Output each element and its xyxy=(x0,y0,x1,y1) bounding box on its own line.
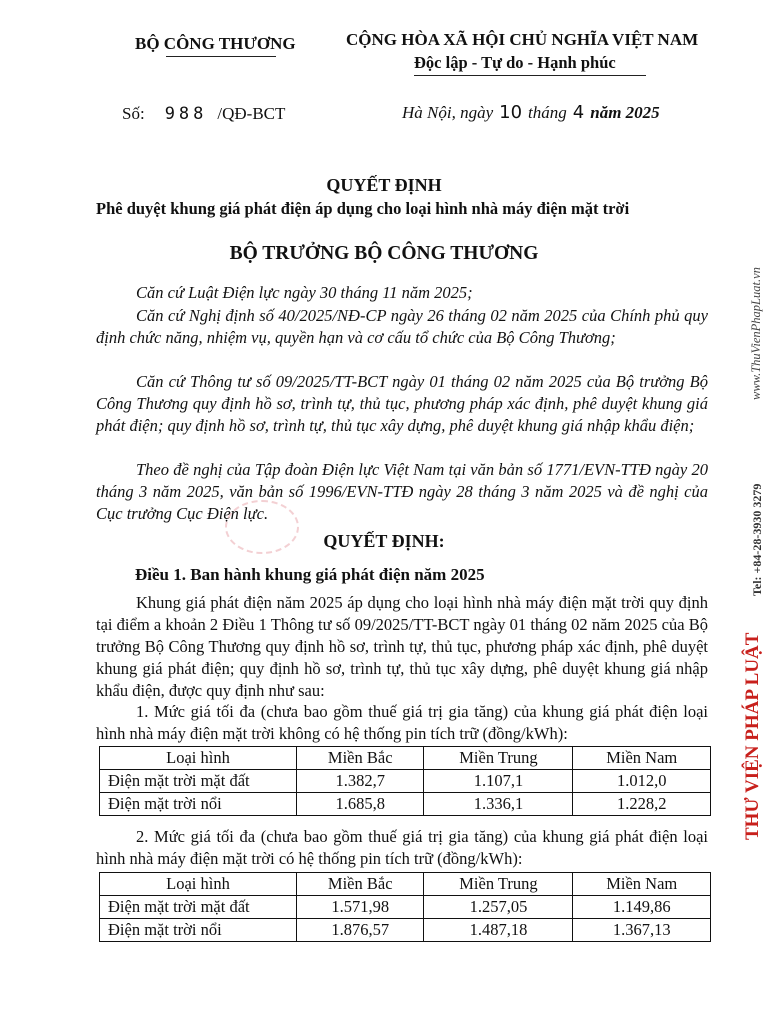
table-header-cell: Miền Bắc xyxy=(297,747,424,770)
date-year: năm 2025 xyxy=(590,103,660,122)
issue-date xyxy=(402,102,660,123)
table-header-cell: Miền Nam xyxy=(573,873,711,896)
watermark-brand: THƯ VIỆN PHÁP LUẬT xyxy=(742,632,763,840)
table-cell: 1.228,2 xyxy=(573,793,711,816)
doc-number-prefix: Số: xyxy=(122,104,145,123)
table-header-cell: Miền Trung xyxy=(424,873,573,896)
doc-number-suffix: /QĐ-BCT xyxy=(217,104,286,123)
ministry-underline xyxy=(166,56,276,57)
doc-number-value: 988 xyxy=(164,104,208,124)
table-header-cell: Loại hình xyxy=(100,873,297,896)
table-row xyxy=(100,896,711,919)
date-month: 4 xyxy=(572,102,585,123)
table-header-row xyxy=(100,873,711,896)
table-cell: Điện mặt trời nổi xyxy=(100,919,297,942)
decision-title: QUYẾT ĐỊNH xyxy=(326,175,442,195)
watermark-tel: Tel: +84-28-3930 3279 xyxy=(750,483,764,596)
watermark-site: www.ThuVienPhapLuat.vn xyxy=(749,267,763,400)
table-row xyxy=(100,793,711,816)
article-1-item-1: 1. Mức giá tối đa (chưa bao gồm thuế giá trị gia tăng) của khung giá phát điện loại hình nhà máy điện mặt trời không có hệ thống pin tích trữ (đồng/kWh): xyxy=(96,702,708,743)
table-cell: 1.107,1 xyxy=(424,770,573,793)
price-table-with-storage xyxy=(99,872,711,942)
table-header-row xyxy=(100,747,711,770)
table-cell: 1.012,0 xyxy=(573,770,711,793)
basis-4: Theo đề nghị của Tập đoàn Điện lực Việt Nam tại văn bản số 1771/EVN-TTĐ ngày 20 tháng 3 năm 2025, văn bản số 1996/EVN-TTĐ ngày 28 tháng 3 năm 2025 và đề nghị của Cục trưởng Cục Điện lực. xyxy=(96,460,708,523)
date-place: Hà Nội, ngày xyxy=(402,103,494,122)
article-1-item-2: 2. Mức giá tối đa (chưa bao gồm thuế giá trị gia tăng) của khung giá phát điện loại hình nhà máy điện mặt trời có hệ thống pin tích trữ (đồng/kWh): xyxy=(96,827,708,868)
date-month-label: tháng xyxy=(528,103,567,122)
table-cell: 1.876,57 xyxy=(297,919,424,942)
table-header-cell: Miền Bắc xyxy=(297,873,424,896)
country-name: CỘNG HÒA XÃ HỘI CHỦ NGHĨA VIỆT NAM xyxy=(346,30,699,49)
table-cell: Điện mặt trời mặt đất xyxy=(100,896,297,919)
basis-2: Căn cứ Nghị định số 40/2025/NĐ-CP ngày 26 tháng 02 năm 2025 của Chính phủ quy định chức năng, nhiệm vụ, quyền hạn và cơ cấu tổ chức của Bộ Công Thương; xyxy=(96,306,708,347)
table-row xyxy=(100,919,711,942)
table-header-cell: Miền Nam xyxy=(573,747,711,770)
national-motto: Độc lập - Tự do - Hạnh phúc xyxy=(414,53,616,72)
table-cell: 1.149,86 xyxy=(573,896,711,919)
table-header-cell: Miền Trung xyxy=(424,747,573,770)
basis-3: Căn cứ Thông tư số 09/2025/TT-BCT ngày 01 tháng 02 năm 2025 của Bộ trưởng Bộ Công Thương quy định hồ sơ, trình tự, thủ tục, phương pháp xác định, phê duyệt khung giá phát điện; quy định hồ sơ, trình tự, thủ tục xây dựng, phê duyệt khung giá nhập khẩu điện; xyxy=(96,372,708,435)
decides-heading: QUYẾT ĐỊNH: xyxy=(323,531,445,551)
article-1-heading: Điều 1. Ban hành khung giá phát điện năm 2025 xyxy=(135,565,485,584)
table-cell: Điện mặt trời mặt đất xyxy=(100,770,297,793)
table-cell: 1.685,8 xyxy=(297,793,424,816)
document-number xyxy=(122,104,285,124)
ministry-name: BỘ CÔNG THƯƠNG xyxy=(135,34,296,53)
table-cell: 1.487,18 xyxy=(424,919,573,942)
table-header-cell: Loại hình xyxy=(100,747,297,770)
date-day: 10 xyxy=(499,102,523,123)
basis-1: Căn cứ Luật Điện lực ngày 30 tháng 11 năm 2025; xyxy=(136,283,473,302)
table-cell: 1.367,13 xyxy=(573,919,711,942)
motto-underline xyxy=(414,75,646,76)
table-cell: Điện mặt trời nổi xyxy=(100,793,297,816)
table-cell: 1.382,7 xyxy=(297,770,424,793)
price-table-no-storage xyxy=(99,746,711,816)
issuing-authority: BỘ TRƯỞNG BỘ CÔNG THƯƠNG xyxy=(229,243,539,264)
table-row xyxy=(100,770,711,793)
table-cell: 1.336,1 xyxy=(424,793,573,816)
article-1-intro: Khung giá phát điện năm 2025 áp dụng cho loại hình nhà máy điện mặt trời quy định tại điểm a khoản 2 Điều 1 Thông tư số 09/2025/TT-BCT ngày 01 tháng 02 năm 2025 của Bộ trưởng Bộ Công Thương quy định hồ sơ, trình tự, thủ tục, phương pháp xác định, phê duyệt khung giá phát điện; quy định hồ sơ, trình tự, thủ tục xây dựng, phê duyệt khung giá nhập khẩu điện, được quy định như sau: xyxy=(96,593,708,700)
table-cell: 1.571,98 xyxy=(297,896,424,919)
decision-subject: Phê duyệt khung giá phát điện áp dụng cho loại hình nhà máy điện mặt trời xyxy=(96,199,630,218)
table-cell: 1.257,05 xyxy=(424,896,573,919)
